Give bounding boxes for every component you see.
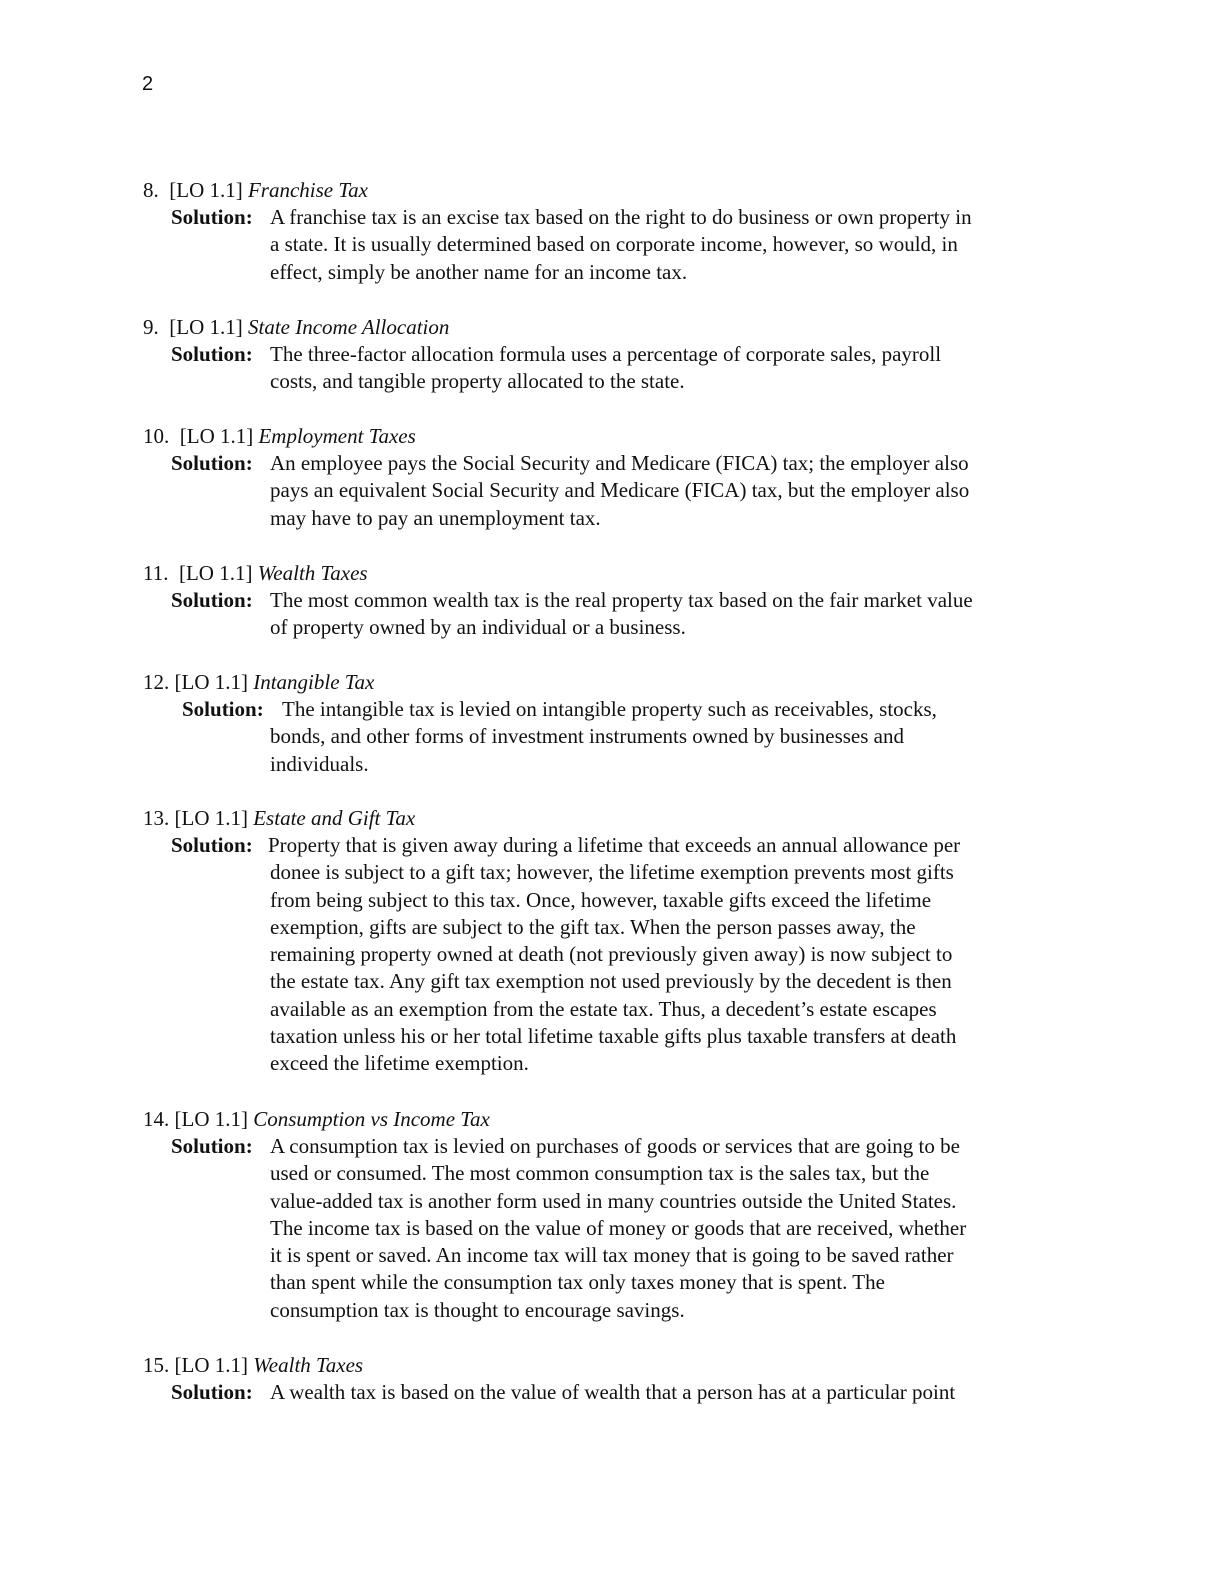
solution-line: the estate tax. Any gift tax exemption not used previously by the decedent is then: [270, 969, 952, 994]
solution-text: [270, 341, 1070, 396]
solution-line: An employee pays the Social Security and Medicare (FICA) tax; the employer also: [270, 451, 969, 475]
solution-line: A franchise tax is an excise tax based on the right to do business or own property in: [270, 205, 972, 229]
solution-line: a state. It is usually determined based on corporate income, however, so would, in: [270, 232, 958, 257]
learning-objective: [LO 1.1]: [174, 1353, 248, 1377]
learning-objective: [LO 1.1]: [178, 561, 253, 585]
solution-line: Property that is given away during a lifetime that exceeds an annual allowance per: [268, 833, 961, 857]
solution-text: [270, 204, 1070, 286]
page-number: 2: [142, 73, 154, 95]
question-topic: Wealth Taxes: [257, 561, 368, 585]
solution-line: value-added tax is another form used in many countries outside the United States.: [270, 1188, 957, 1213]
solution-line: The intangible tax is levied on intangible property such as receivables, stocks,: [282, 697, 937, 721]
solution-line: of property owned by an individual or a business.: [270, 615, 686, 640]
learning-objective: [LO 1.1]: [174, 806, 248, 830]
question-number: 10.: [143, 424, 170, 448]
solution-line: exceed the lifetime exemption.: [270, 1051, 529, 1076]
solution-line: pays an equivalent Social Security and Medicare (FICA) tax, but the employer also: [270, 478, 970, 503]
learning-objective: [LO 1.1]: [174, 670, 248, 694]
solution-line: The most common wealth tax is the real property tax based on the fair market value: [270, 588, 973, 612]
solution-line: taxation unless his or her total lifetime taxable gifts plus taxable transfers at death: [270, 1024, 957, 1049]
solution-line: remaining property owned at death (not previously given away) is now subject to: [270, 942, 953, 967]
question-topic: Wealth Taxes: [253, 1353, 364, 1377]
solution-label: Solution:: [171, 833, 253, 857]
question-topic: State Income Allocation: [247, 315, 450, 339]
question-number: 13.: [143, 806, 170, 830]
question-heading: [143, 805, 415, 832]
solution-label: Solution:: [182, 697, 264, 721]
solution-line: available as an exemption from the estate tax. Thus, a decedent’s estate escapes: [270, 996, 937, 1021]
question-topic: Franchise Tax: [247, 178, 368, 202]
question-number: 12.: [143, 670, 170, 694]
solution-label: Solution:: [171, 588, 253, 612]
solution-text: [270, 1133, 1070, 1324]
question-heading: [143, 669, 374, 696]
solution-text: [270, 450, 1070, 532]
question-topic: Consumption vs Income Tax: [253, 1107, 490, 1131]
question-heading: [143, 1106, 490, 1133]
question-topic: Estate and Gift Tax: [253, 806, 416, 830]
learning-objective: [LO 1.1]: [179, 424, 254, 448]
solution-line: may have to pay an unemployment tax.: [270, 505, 601, 530]
question-heading: [143, 314, 449, 341]
question-number: 14.: [143, 1107, 170, 1131]
solution-text: [270, 1379, 1070, 1406]
question-number: 8.: [143, 178, 159, 202]
solution-text: [270, 696, 1082, 778]
solution-label: Solution:: [171, 1380, 253, 1404]
solution-line: it is spent or saved. An income tax will tax money that is going to be saved rather: [270, 1243, 954, 1268]
solution-line: The three-factor allocation formula uses a percentage of corporate sales, payroll: [270, 342, 942, 366]
solution-line: than spent while the consumption tax only taxes money that is spent. The: [270, 1270, 885, 1295]
learning-objective: [LO 1.1]: [174, 1107, 248, 1131]
solution-label: Solution:: [171, 342, 253, 366]
learning-objective: [LO 1.1]: [169, 178, 243, 202]
question-heading: [143, 177, 368, 204]
question-number: 11.: [143, 561, 169, 585]
solution-label: Solution:: [171, 1134, 253, 1158]
solution-line: exemption, gifts are subject to the gift tax. When the person passes away, the: [270, 914, 916, 939]
solution-line: costs, and tangible property allocated to the state.: [270, 369, 685, 394]
question-heading: [143, 1352, 363, 1379]
solution-line: from being subject to this tax. Once, however, taxable gifts exceed the lifetime: [270, 887, 932, 912]
question-number: 15.: [143, 1353, 170, 1377]
solution-text: [268, 832, 1068, 1078]
question-heading: [143, 423, 416, 450]
solution-line: used or consumed. The most common consumption tax is the sales tax, but the: [270, 1161, 930, 1186]
solution-line: individuals.: [270, 751, 369, 776]
learning-objective: [LO 1.1]: [169, 315, 243, 339]
solution-line: The income tax is based on the value of money or goods that are received, whether: [270, 1215, 967, 1240]
solution-text: [270, 587, 1070, 642]
solution-line: A consumption tax is levied on purchases of goods or services that are going to be: [270, 1134, 960, 1158]
solution-label: Solution:: [171, 451, 253, 475]
solution-line: A wealth tax is based on the value of wealth that a person has at a particular point: [270, 1380, 956, 1404]
solution-line: consumption tax is thought to encourage savings.: [270, 1297, 685, 1322]
solution-label: Solution:: [171, 205, 253, 229]
solution-line: effect, simply be another name for an income tax.: [270, 259, 688, 284]
solution-line: donee is subject to a gift tax; however, the lifetime exemption prevents most gifts: [270, 860, 954, 885]
solution-line: bonds, and other forms of investment instruments owned by businesses and: [270, 724, 904, 749]
question-topic: Intangible Tax: [253, 670, 375, 694]
question-number: 9.: [143, 315, 159, 339]
question-topic: Employment Taxes: [258, 424, 416, 448]
question-heading: [143, 560, 368, 587]
